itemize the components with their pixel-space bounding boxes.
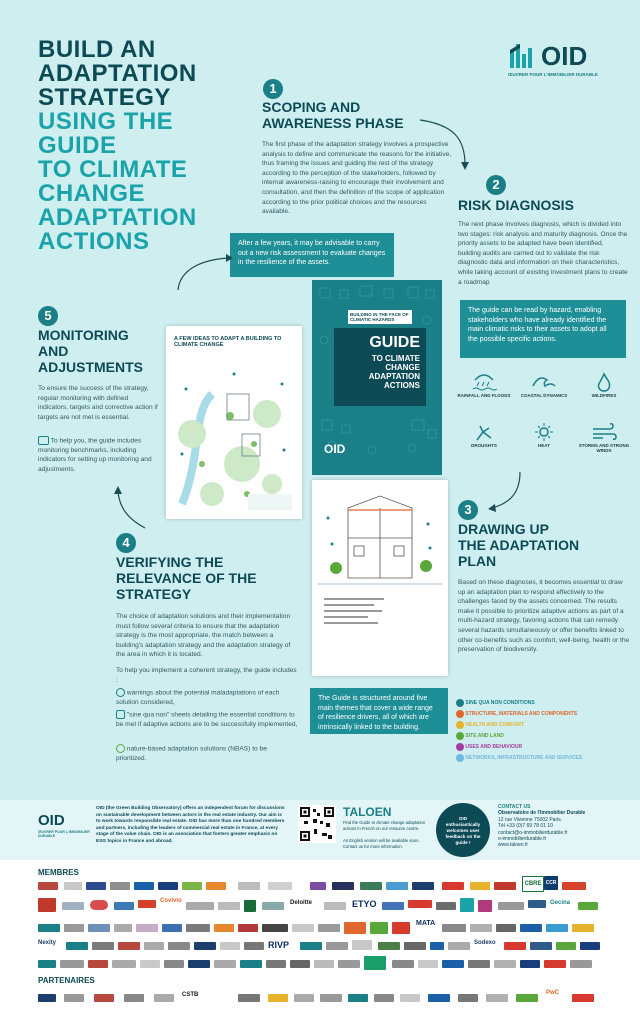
step-5-title-line: AND: [38, 343, 69, 359]
hazard-label: STORMS AND STRONG WINDS: [578, 443, 630, 453]
hazard-coastal: [515, 372, 573, 398]
step-2-number: 2: [486, 175, 506, 195]
partner-logo: [64, 994, 84, 1002]
member-logo: [90, 900, 108, 910]
partner-logo: [238, 994, 260, 1002]
step-4-bullet-1: [116, 688, 298, 707]
member-logo: [310, 882, 326, 890]
member-logo: [238, 924, 258, 932]
member-logo: [562, 882, 586, 890]
step-5-number: 5: [38, 306, 58, 326]
step-4-bullet-2: [116, 710, 298, 729]
member-logo: [470, 882, 490, 890]
member-logo: [162, 924, 182, 932]
step-4-text: The choice of adaptation solutions and their implementation must follow several criteria to ensure that the adaptation strategy is the most appropriate, the match between a building's adaptation strategy and the adaptation strategy of the area in which it is located.: [116, 613, 291, 659]
member-logo: [430, 942, 444, 950]
member-logo-mata: MATA: [416, 920, 438, 934]
member-logo: [64, 882, 82, 890]
step-3-title-line: THE ADAPTATION: [458, 537, 580, 553]
step-3-title: [458, 521, 638, 569]
member-logo: [386, 882, 408, 890]
partner-logo: [38, 994, 56, 1002]
member-logo: [318, 924, 340, 932]
arrow-4-to-5: [100, 480, 160, 530]
member-logo: [92, 942, 114, 950]
title-line: BUILD AN: [38, 36, 156, 63]
theme-dot: [456, 710, 464, 718]
member-logo: [570, 960, 592, 968]
member-logo-nexity: Nexity: [38, 940, 62, 950]
member-logo: [38, 898, 56, 912]
member-logo: [442, 924, 466, 932]
member-logo: [544, 960, 566, 968]
member-logo: [530, 942, 552, 950]
step-4-title-line: STRATEGY: [116, 586, 192, 602]
step-2-title: RISK DIAGNOSIS: [458, 197, 574, 213]
footer-oid-logo: OID: [38, 812, 65, 829]
contact-email[interactable]: contact@o-immobilierdurable.fr: [498, 829, 568, 836]
member-logo: [504, 942, 526, 950]
bullet-text: nature-based adaptation solutions (NBAS) to be prioritized.: [116, 745, 267, 762]
member-logo: [244, 942, 264, 950]
member-logo: [418, 960, 438, 968]
member-logo: [352, 940, 372, 950]
theme-1: [456, 709, 636, 720]
member-logo-deloitte: Deloitte: [290, 900, 320, 910]
step-4-bullet-3: [116, 744, 298, 763]
adaptation-plan-page: [312, 480, 448, 676]
partner-logo: [348, 994, 368, 1002]
leaf-icon: [116, 744, 125, 753]
title-line: ADAPTATION: [38, 204, 197, 231]
partner-logo: [458, 994, 478, 1002]
partner-logo-pwc: PwC: [546, 990, 564, 1002]
member-logo: [144, 942, 164, 950]
member-logo: [136, 924, 158, 932]
member-logo-sodexo: Sodexo: [474, 940, 500, 950]
member-logo-covivio: [160, 898, 180, 912]
theme-5: [456, 753, 636, 764]
footer-oid-description: OID (the Green Building Observatory) offers an independent forum for discussions on sustainable development between actors in the real estate industry. Our aim is to work towards responsible real estate. OID has more than one hundred members and partners, including the leaders of commercial real estate in France, at every stage of the value chain. OID is an association that fosters greater emphasis on ESG topics in France and abroad.: [96, 806, 285, 844]
member-logo: [382, 902, 404, 910]
guide-cover-title-box: [334, 328, 426, 406]
ideas-map-title: A FEW IDEAS TO ADAPT A BUILDING TO CLIMATE CHANGE: [174, 336, 282, 348]
step-3-number: 3: [458, 500, 478, 520]
member-logo: [262, 902, 284, 910]
partner-logo: [572, 994, 594, 1002]
theme-dot: [456, 754, 464, 762]
partner-logo: [374, 994, 394, 1002]
theme-label: SINE QUA NON CONDITIONS: [465, 700, 535, 706]
member-logo: [290, 960, 310, 968]
step-5-help-text: To help you, the guide includes monitoring benchmarks, including indicators for setting up monitoring and adjustments.: [38, 437, 152, 474]
member-logo: [88, 960, 108, 968]
hazard-label: HEAT: [538, 443, 550, 448]
hazard-label: WILDFIRES: [591, 393, 617, 398]
theme-4: [456, 742, 636, 753]
contact-heading: CONTACT US: [498, 804, 531, 810]
building-diagram: [318, 488, 442, 668]
theme-label: SITE AND LAND: [465, 733, 504, 739]
member-logo: [214, 924, 234, 932]
members-heading: MEMBRES: [38, 868, 79, 877]
partner-logo: [428, 994, 450, 1002]
partner-logo-cstb: CSTB: [182, 992, 204, 1002]
contact-website[interactable]: www.taloen.fr: [498, 842, 529, 849]
member-logo: [528, 900, 546, 908]
title-line: ADAPTATION: [38, 60, 197, 87]
member-logo: [412, 882, 434, 890]
themes-legend: [456, 698, 636, 764]
member-logo: [88, 924, 110, 932]
partner-logo: [320, 994, 342, 1002]
member-logo: [470, 924, 492, 932]
member-logo: [112, 960, 136, 968]
member-logo: [118, 942, 140, 950]
title-line: CHANGE: [38, 180, 146, 207]
member-logo: [182, 882, 202, 890]
step-3-title-line: DRAWING UP: [458, 521, 549, 537]
title-line: USING THE: [38, 108, 174, 135]
member-logo: [240, 960, 262, 968]
member-logo: [496, 924, 516, 932]
oid-logo-icon: [508, 40, 538, 70]
member-logo: [408, 900, 432, 908]
member-logo: [392, 960, 414, 968]
hazards-grid: [455, 372, 635, 472]
member-logo: [62, 902, 84, 910]
step-5-title-line: MONITORING: [38, 327, 129, 343]
theme-label: HEALTH AND COMFORT: [465, 722, 524, 728]
member-logo: [364, 956, 386, 970]
member-logo: [164, 960, 184, 968]
member-logo: [158, 882, 178, 890]
member-logo: [168, 942, 190, 950]
partner-logo: [400, 994, 420, 1002]
member-logo: [324, 902, 346, 910]
title-line: STRATEGY: [38, 84, 171, 111]
member-logo: [138, 900, 156, 908]
member-logo: [134, 882, 154, 890]
member-logo: [326, 942, 348, 950]
member-logo: [578, 902, 598, 910]
member-logo: [478, 900, 492, 912]
member-logo: [110, 882, 130, 890]
member-logo: [140, 960, 160, 968]
member-logo: [114, 924, 132, 932]
partner-logo: [516, 994, 538, 1002]
member-logo: [186, 924, 210, 932]
member-logo: [378, 942, 400, 950]
step-3-text: Based on these diagnoses, it becomes essential to draw up an adaptation plan to respond effectively to the challenges faced by the assets concerned. The results make it possible to prioritize adaptive actions as part of a multi-hazard strategy, favoring actions that can remedy several hazards simultaneously or offer benefits linked to other co-benefits such as comfort, well-being, health or the preservation of biodiversity.: [458, 579, 630, 654]
hazard-label: RAINFALL AND FLOODS: [457, 393, 511, 398]
wave-icon: [531, 372, 557, 392]
step-3-title-line: PLAN: [458, 553, 497, 569]
member-logo: [556, 942, 576, 950]
member-logo-etyo: ETYO: [352, 899, 377, 909]
theme-dot: [456, 732, 464, 740]
theme-2: [456, 720, 636, 731]
member-logo: [360, 882, 382, 890]
step-4-intro: To help you implement a coherent strategy, the guide includes :: [116, 667, 297, 684]
guide-cover-title: GUIDE: [369, 334, 420, 351]
members-logo-grid: [38, 882, 608, 978]
bullet-text: "sine qua non" sheets detailing the essential conditions to be met if adaptive actions are to be successfully implemented,: [116, 711, 298, 728]
drought-icon: [471, 422, 497, 442]
member-logo: [268, 882, 292, 890]
member-logo: [220, 942, 240, 950]
feedback-badge: OID enthusiastically welcomes user feedback on the guide !: [436, 803, 490, 857]
taloen-description: Find the Guide to climate change adaptation actions in French on our resource centre.: [343, 820, 426, 831]
member-logo: [468, 960, 490, 968]
member-logo: [238, 882, 260, 890]
callout-hazard-reading: The guide can be read by hazard, enabling stakeholders who have already identified the main climatic risks to their assets to adopt all the possible specific actions.: [460, 300, 626, 358]
callout-risk-reassessment: After a few years, it may be advisable to carry out a new risk assessment to evaluate changes in the resilience of the assets.: [230, 233, 394, 277]
step-5-help: [38, 436, 158, 475]
hazard-wildfires: [575, 372, 633, 398]
member-logo: [38, 960, 56, 968]
member-logo: [206, 882, 226, 890]
member-logo: [546, 924, 568, 932]
step-2-text: The next phase involves diagnosis, which is divided into two stages: risk analysis and maturity diagnosis. Once the priority assets to be adapted have been identified, building audits are carried out to validate the risk diagnostic data and information on their characteristics, while taking account of existing investment plans to create a roadmap: [458, 221, 628, 286]
partner-logo: [94, 994, 114, 1002]
member-logo: [266, 960, 286, 968]
partner-logo: [486, 994, 508, 1002]
theme-3: [456, 731, 636, 742]
member-logo: [338, 960, 360, 968]
member-logo: [64, 924, 84, 932]
member-logo: [244, 900, 256, 912]
member-logo: [404, 942, 426, 950]
guide-cover: [312, 280, 442, 475]
hazard-rainfall: [455, 372, 513, 398]
book-icon: [38, 436, 49, 445]
hazard-heat: [515, 422, 573, 448]
oid-logo-text: OID: [541, 41, 588, 71]
bullet-text: warnings about the potential maladaptations of each solution considered,: [116, 689, 280, 706]
theme-label: USES AND BEHAVIOUR: [465, 744, 523, 750]
taloen-logo: TALOEN: [343, 805, 392, 819]
title-line: TO CLIMATE: [38, 156, 188, 183]
partners-heading: PARTENAIRES: [38, 976, 95, 985]
theme-dot: [456, 743, 464, 751]
step-1-title-line: SCOPING AND: [262, 99, 361, 115]
rain-flood-icon: [471, 372, 497, 392]
guide-cover-tag: BUILDING IN THE FACE OF CLIMATIC HAZARDS: [348, 310, 412, 324]
step-4-number: 4: [116, 533, 136, 553]
member-logo: [60, 960, 84, 968]
logo-text: Covivio: [160, 898, 182, 904]
member-logo: [332, 882, 354, 890]
member-logo: [442, 960, 464, 968]
member-logo: [186, 902, 214, 910]
partner-logo: [268, 994, 288, 1002]
taloen-note: An English version will be available soon. Contact us for more information.: [343, 838, 420, 849]
member-logo: [114, 902, 134, 910]
hazard-label: COASTAL DYNAMICS: [520, 393, 568, 398]
partners-logo-grid: [38, 990, 608, 1014]
theme-dot: [456, 699, 464, 707]
ideas-map-illustration: [172, 354, 296, 514]
oid-logo-tagline: ŒUVRER POUR L'IMMOBILIER DURABLE: [508, 72, 598, 77]
member-logo: [442, 882, 464, 890]
footer-oid-tagline: ŒUVRER POUR L'IMMOBILIER DURABLE: [38, 830, 90, 838]
member-logo: [344, 922, 366, 934]
step-1-title-line: AWARENESS PHASE: [262, 115, 404, 131]
member-logo: [494, 882, 516, 890]
member-logo: [392, 922, 410, 934]
partner-logo: [124, 994, 144, 1002]
step-4-title-line: RELEVANCE OF THE: [116, 570, 257, 586]
contact-org: Observatoire de l'Immobilier Durable: [498, 810, 586, 817]
member-logo-rivp: RIVP: [268, 938, 294, 952]
arrow-1-to-2: [400, 110, 480, 180]
partner-logo: [294, 994, 314, 1002]
title-line: GUIDE: [38, 132, 117, 159]
step-1-text: The first phase of the adaptation strategy involves a prospective analysis to define and communicate the reasons for the initiative, thus framing the issues and guiding the rest of the strategy according to the perception of the stakeholders, followed by internal awareness-raising to encourage their involvement and consultation, and then the definition of the scope of application according to the prior political choices and the resources available.: [262, 141, 452, 216]
member-logo: [86, 882, 106, 890]
title-line: ACTIONS: [38, 228, 150, 255]
fire-icon: [591, 372, 617, 392]
ideas-map-page: [166, 326, 302, 519]
member-logo: [572, 924, 594, 932]
step-4-title: [116, 554, 296, 602]
member-logo: [292, 924, 314, 932]
hazard-droughts: [455, 422, 513, 448]
oid-logo: [508, 40, 608, 80]
member-logo: [520, 960, 540, 968]
step-5-title: [38, 327, 168, 375]
hazard-label: DROUGHTS: [471, 443, 497, 448]
member-logo-ccr: CCR: [544, 876, 558, 890]
member-logo: [436, 902, 456, 910]
step-5-title-line: ADJUSTMENTS: [38, 359, 144, 375]
sheet-icon: [116, 710, 125, 719]
member-logo: [38, 924, 60, 932]
hazard-storms: [575, 422, 633, 453]
member-logo: [262, 924, 288, 932]
step-4-title-line: VERIFYING THE: [116, 554, 224, 570]
qr-code-icon: [298, 805, 336, 843]
arrow-5-to-1: [170, 240, 240, 295]
theme-0: [456, 698, 636, 709]
member-logo: [66, 942, 88, 950]
theme-label: STRUCTURE, MATERIALS AND COMPONENTS: [465, 711, 578, 717]
partner-logo: [154, 994, 174, 1002]
member-logo: [498, 902, 524, 910]
sun-icon: [531, 422, 557, 442]
member-logo: [370, 922, 388, 934]
main-title: [38, 38, 258, 254]
contact-address: 12 rue Vivienne 75002 Paris.: [498, 816, 563, 823]
member-logo: [460, 898, 474, 912]
member-logo: [194, 942, 216, 950]
member-logo: [38, 882, 58, 890]
contact-phone: Tél +33 (0)7 69 78 01 10: [498, 823, 553, 830]
step-1-number: 1: [263, 79, 283, 99]
member-logo: [314, 960, 334, 968]
member-logo-cbre: CBRE: [522, 876, 544, 892]
member-logo: [448, 942, 470, 950]
member-logo: [188, 960, 210, 968]
guide-cover-logo: OID: [324, 442, 346, 456]
member-logo-gecina: Gecina: [550, 900, 574, 910]
theme-dot: [456, 721, 464, 729]
member-logo: [494, 960, 516, 968]
step-5-text: To ensure the success of the strategy, regular monitoring with defined indicators, targets and corrective action if targets are not met is essential.: [38, 385, 158, 421]
theme-label: NETWORKS, INFRASTRUCTURE AND SERVICES: [465, 755, 583, 761]
member-logo: [580, 942, 600, 950]
contact-block: [498, 804, 628, 849]
contact-website[interactable]: o-immobilierdurable.fr: [498, 836, 547, 843]
member-logo: [520, 924, 542, 932]
warning-icon: [116, 688, 125, 697]
member-logo: [300, 942, 322, 950]
arrow-2-to-3: [470, 468, 530, 518]
member-logo: [218, 902, 240, 910]
guide-cover-subtitle: TO CLIMATE CHANGE ADAPTATION ACTIONS: [368, 354, 420, 390]
member-logo: [214, 960, 236, 968]
callout-five-themes: The Guide is structured around five main themes that cover a wide range of resilience drivers, all of which are intrinsically linked to the building.: [310, 688, 448, 734]
wind-icon: [591, 422, 617, 442]
